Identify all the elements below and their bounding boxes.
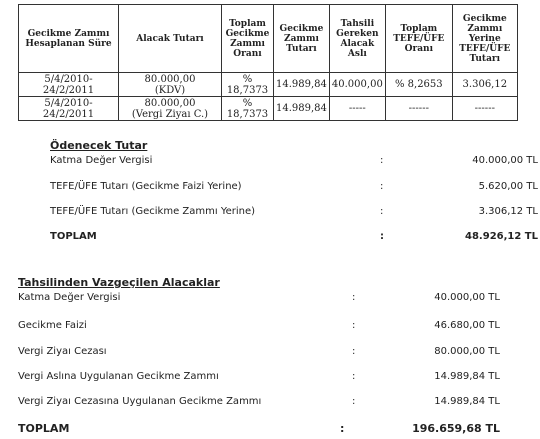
payable-total-separator: : <box>380 231 384 242</box>
cell-principal: 40.000,00 <box>329 73 385 97</box>
payable-separator: : <box>380 155 384 166</box>
payable-value: 3.306,12 TL <box>478 206 538 217</box>
waived-separator: : <box>352 320 356 331</box>
waived-value: 80.000,00 TL <box>434 346 500 357</box>
payable-separator: : <box>380 181 384 192</box>
cell-tefe-rate: ------ <box>385 97 452 121</box>
calculation-table <box>18 4 518 121</box>
cell-penalty: 14.989,84 <box>274 73 330 97</box>
payable-line <box>0 155 540 169</box>
header-principal: Tahsili Gereken Alacak Aslı <box>329 5 385 73</box>
waived-line <box>0 371 540 385</box>
waived-separator: : <box>352 396 356 407</box>
payable-title: Ödenecek Tutar <box>50 139 148 152</box>
waived-label: Vergi Ziyaı Cezası <box>18 346 107 357</box>
cell-tefe-amount: 3.306,12 <box>452 73 517 97</box>
table-row <box>19 73 518 97</box>
waived-value: 14.989,84 TL <box>434 396 500 407</box>
cell-tefe-rate: % 8,2653 <box>385 73 452 97</box>
payable-total-value: 48.926,12 TL <box>465 231 538 242</box>
payable-label: Katma Değer Vergisi <box>50 155 153 166</box>
cell-amount-note: (Vergi Ziyaı C.) <box>131 108 209 120</box>
waived-line <box>0 292 540 306</box>
waived-label: Vergi Ziyaı Cezasına Uygulanan Gecikme Zammı <box>18 396 262 407</box>
waived-separator: : <box>352 371 356 382</box>
waived-value: 46.680,00 TL <box>434 320 500 331</box>
waived-total-separator: : <box>340 422 345 435</box>
payable-label: TEFE/ÜFE Tutarı (Gecikme Zammı Yerine) <box>50 206 256 217</box>
waived-label: Katma Değer Vergisi <box>18 292 121 303</box>
header-period: Gecikme Zammı Hesaplanan Süre <box>19 5 119 73</box>
payable-line <box>0 181 540 195</box>
cell-rate: % 18,7373 <box>222 73 274 97</box>
cell-principal: ----- <box>329 97 385 121</box>
header-penalty: Gecikme Zammı Tutarı <box>274 5 330 73</box>
payable-label: TEFE/ÜFE Tutarı (Gecikme Faizi Yerine) <box>50 181 242 192</box>
waived-line <box>0 396 540 410</box>
header-tefe-rate: Toplam TEFE/ÜFE Oranı <box>385 5 452 73</box>
waived-separator: : <box>352 292 356 303</box>
waived-line <box>0 346 540 360</box>
waived-label: Vergi Aslına Uygulanan Gecikme Zammı <box>18 371 219 382</box>
waived-value: 40.000,00 TL <box>434 292 500 303</box>
waived-separator: : <box>352 346 356 357</box>
waived-label: Gecikme Faizi <box>18 320 87 331</box>
waived-total-line <box>0 422 540 436</box>
payable-value: 5.620,00 TL <box>478 181 538 192</box>
payable-total-line <box>0 231 540 245</box>
header-rate: Toplam Gecikme Zammı Oranı <box>222 5 274 73</box>
payable-separator: : <box>380 206 384 217</box>
cell-amount-value: 80.000,00 <box>144 73 196 85</box>
cell-amount <box>119 73 222 97</box>
waived-line <box>0 320 540 334</box>
table-row <box>19 97 518 121</box>
cell-period: 5/4/2010-24/2/2011 <box>19 97 119 121</box>
waived-title: Tahsilinden Vazgeçilen Alacaklar <box>18 276 220 289</box>
payable-total-label: TOPLAM <box>50 231 97 242</box>
payable-value: 40.000,00 TL <box>472 155 538 166</box>
cell-rate: % 18,7373 <box>222 97 274 121</box>
header-tefe-amount: Gecikme Zammı Yerine TEFE/ÜFE Tutarı <box>452 5 517 73</box>
waived-value: 14.989,84 TL <box>434 371 500 382</box>
header-amount: Alacak Tutarı <box>119 5 222 73</box>
cell-amount-value: 80.000,00 <box>144 97 196 109</box>
cell-penalty: 14.989,84 <box>274 97 330 121</box>
cell-amount-note: (KDV) <box>154 84 186 96</box>
table-header-row <box>19 5 518 73</box>
cell-amount <box>119 97 222 121</box>
payable-line <box>0 206 540 220</box>
cell-period: 5/4/2010-24/2/2011 <box>19 73 119 97</box>
waived-total-label: TOPLAM <box>18 422 70 435</box>
waived-total-value: 196.659,68 TL <box>412 422 500 435</box>
cell-tefe-amount: ------ <box>452 97 517 121</box>
